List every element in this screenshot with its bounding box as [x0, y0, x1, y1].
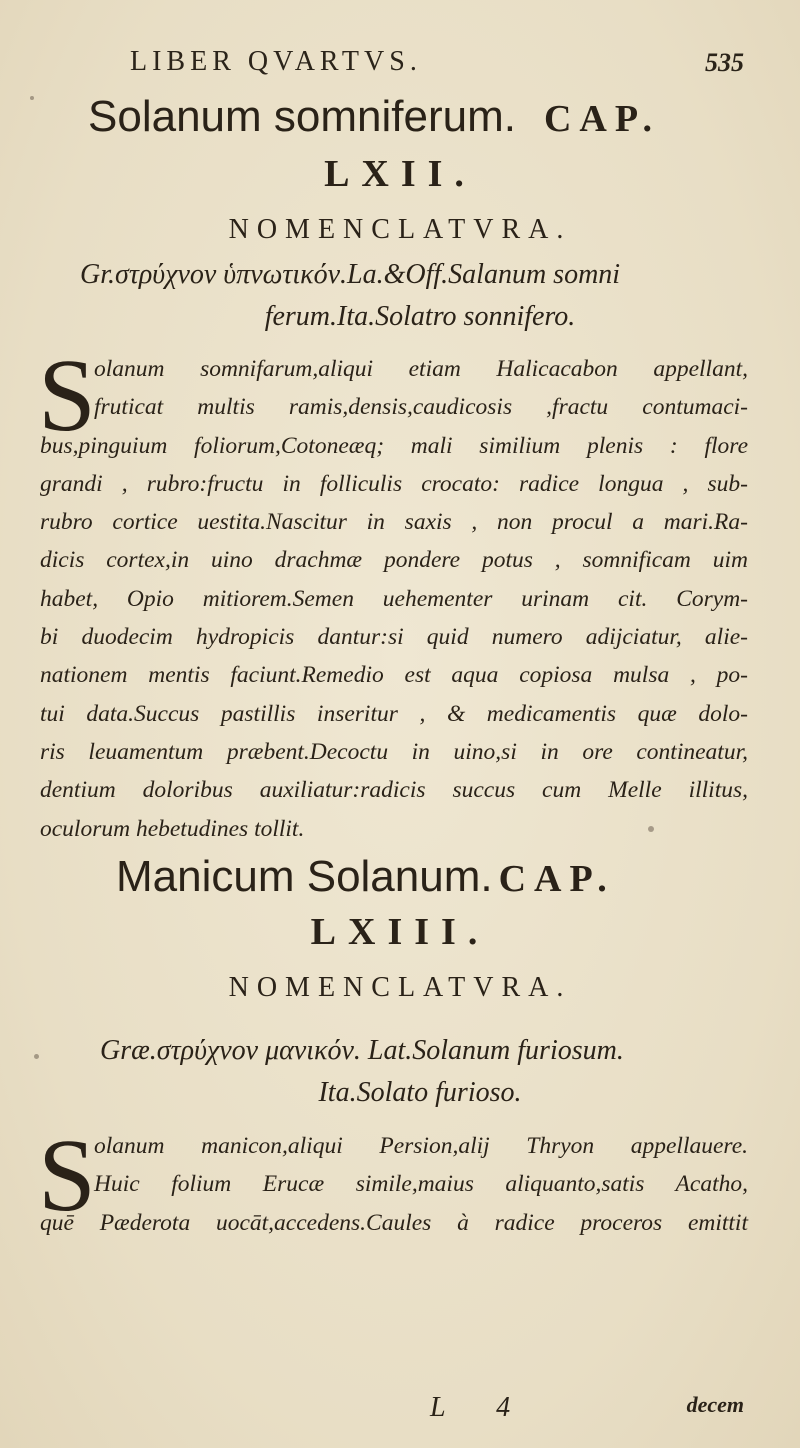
body-line: dicis cortex,in uino drachmæ pondere potus , somnificam uim — [40, 547, 748, 574]
ink-speck — [30, 96, 34, 100]
chapter-cap-label: CAP. — [498, 858, 615, 900]
ink-speck — [648, 826, 654, 832]
running-head: LIBER QVARTVS. — [130, 46, 422, 77]
body-line: fruticat multis ramis,densis,caudicosis ,fractu contumaci- — [94, 394, 748, 421]
drop-cap: S — [38, 338, 96, 453]
chapter-cap-label: CAP. — [543, 98, 661, 140]
page-number: 535 — [705, 48, 744, 77]
body-line: rubro cortice uestita.Nascitur in saxis , non procul a mari.Ra- — [40, 509, 748, 536]
body-line: tui data.Succus pastillis inseritur , & medicamentis quæ dolo- — [40, 700, 748, 727]
body-line: dentium doloribus auxiliatur:radicis succus cum Melle illitus, — [40, 777, 748, 804]
chapter-title-text: Manicum Solanum. — [116, 852, 493, 901]
body-line: habet, Opio mitiorem.Semen uehementer urinam cit. Corym- — [40, 585, 748, 612]
chapter-number: LXIII. — [310, 911, 490, 953]
synonyms-line: Gr.στρύχνον ὑπνωτικόν.La.&Off.Salanum somni — [80, 259, 621, 290]
ink-speck — [34, 1054, 39, 1059]
body-line: bi duodecim hydropicis dantur:si quid numero adijciatur, alie- — [40, 624, 748, 651]
synonyms — [100, 1030, 740, 1114]
chapter-title-text: Solanum somniferum. — [88, 92, 516, 141]
synonyms — [80, 254, 760, 338]
body-line: ris leuamentum præbent.Decoctu in uino,si in ore contineatur, — [40, 738, 748, 765]
nomenclatura-heading: NOMENCLATVRA. — [228, 972, 572, 1003]
chapter-title — [88, 92, 748, 142]
catchword: decem — [686, 1392, 744, 1417]
body-line: bus,pinguium foliorum,Cotoneæq; mali similium plenis : flore — [40, 432, 748, 459]
signature-mark: L 4 — [430, 1392, 533, 1423]
chapter-number: LXII. — [324, 153, 476, 195]
body-line: olanum manicon,aliqui Persion,alij Thryon appellauere. — [94, 1133, 748, 1159]
chapter-title — [116, 852, 776, 902]
chapter-body — [38, 1118, 748, 1242]
synonyms-line: Ita.Solato furioso. — [318, 1077, 522, 1108]
body-line: olanum somnifarum,aliqui etiam Halicacabon appellant, — [94, 356, 748, 382]
chapter-body — [38, 338, 748, 848]
nomenclatura-heading: NOMENCLATVRA. — [228, 214, 572, 245]
body-line: oculorum hebetudines tollit. — [40, 815, 305, 842]
body-line: Huic folium Erucæ simile,maius aliquanto,satis Acatho, — [94, 1171, 748, 1198]
synonyms-line: Græ.στρύχνον μανικόν. Lat.Solanum furiosum. — [100, 1035, 624, 1066]
drop-cap: S — [38, 1118, 96, 1233]
synonyms-line: ferum.Ita.Solatro sonnifero. — [264, 301, 576, 332]
body-line: nationem mentis faciunt.Remedio est aqua copiosa mulsa , po- — [40, 662, 748, 689]
body-line: quē Pæderota uocāt,accedens.Caules à radice proceros emittit — [40, 1209, 748, 1236]
body-line: grandi , rubro:fructu in folliculis crocato: radice longua , sub- — [40, 470, 748, 497]
